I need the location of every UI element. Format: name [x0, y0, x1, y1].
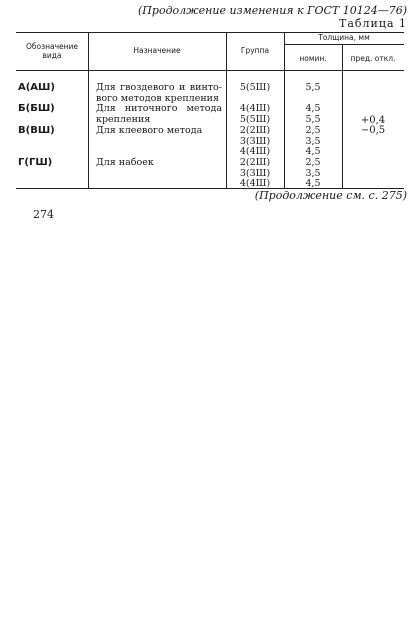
header-group: Группа: [240, 46, 270, 55]
row-group: [226, 104, 284, 125]
row-group-value: 4(4Ш): [239, 146, 271, 157]
row-nominal-value: 3,5: [305, 167, 321, 179]
row-purpose-line: вого методов крепления: [96, 92, 219, 104]
row-purpose-line: Для гвоздевого и винто-: [96, 82, 222, 93]
row-group-value: 4(4Ш): [239, 178, 271, 189]
row-purpose: [96, 158, 222, 169]
row-group: [226, 158, 284, 190]
tolerance-plus: +0,4: [360, 115, 386, 126]
row-group: 5(5Ш): [239, 82, 271, 93]
row-nominal: 5,5: [305, 82, 321, 93]
row-purpose-line: Для ниточного метода: [96, 103, 222, 114]
row-code: Б(БШ): [18, 103, 55, 114]
table-title: Таблица 1: [339, 17, 407, 30]
row-group-value: 2(2Ш): [239, 125, 271, 136]
row-purpose: [96, 126, 222, 137]
data-table: [16, 32, 404, 189]
header-purpose: Назначение: [133, 46, 181, 55]
header-bottom-border: [16, 70, 404, 71]
row-purpose-line: крепления: [96, 113, 151, 125]
header-designation-line1: Обозначение: [25, 42, 79, 51]
row-group-value: 2(2Ш): [239, 157, 271, 168]
row-nominal-value: 2,5: [305, 157, 321, 168]
page-number: 274: [33, 208, 54, 221]
row-nominal-value: 3,5: [305, 135, 321, 147]
row-code: Г(ГШ): [18, 157, 53, 168]
row-code: В(ВШ): [18, 125, 55, 136]
header-nominal: номин.: [299, 54, 327, 63]
row-nominal-value: 4,5: [305, 178, 321, 189]
continuation-header: (Продолжение изменения к ГОСТ 10124—76): [138, 4, 407, 17]
header-designation-line2: вида: [42, 51, 62, 60]
tolerance-value: [342, 116, 404, 136]
col-divider-designation: [88, 32, 89, 189]
row-nominal: [284, 104, 342, 125]
row-group-value: 3(3Ш): [239, 167, 271, 179]
row-nominal-value: 4,5: [305, 103, 321, 114]
row-nominal-value: 2,5: [305, 125, 321, 136]
row-purpose-line: Для набоек: [96, 157, 154, 168]
row-purpose-line: Для клеевого метода: [96, 125, 203, 136]
header-tolerance: пред. откл.: [350, 54, 396, 63]
header-thickness: Толщина, мм: [318, 33, 370, 42]
thickness-header-divider: [284, 44, 404, 45]
row-nominal-value: 5,5: [305, 113, 321, 125]
row-purpose: [96, 83, 222, 104]
row-group-value: 5(5Ш): [239, 113, 271, 125]
row-nominal: [284, 126, 342, 158]
row-nominal-value: 4,5: [305, 146, 321, 157]
row-group: [226, 126, 284, 158]
row-group-value: 3(3Ш): [239, 135, 271, 147]
row-purpose: [96, 104, 222, 125]
tolerance-minus: −0,5: [360, 125, 386, 136]
row-group-value: 4(4Ш): [239, 103, 271, 114]
row-nominal: [284, 158, 342, 190]
continuation-footer: (Продолжение см. с. 275): [254, 189, 407, 202]
header-designation: [16, 42, 88, 60]
row-code: А(АШ): [18, 82, 55, 93]
